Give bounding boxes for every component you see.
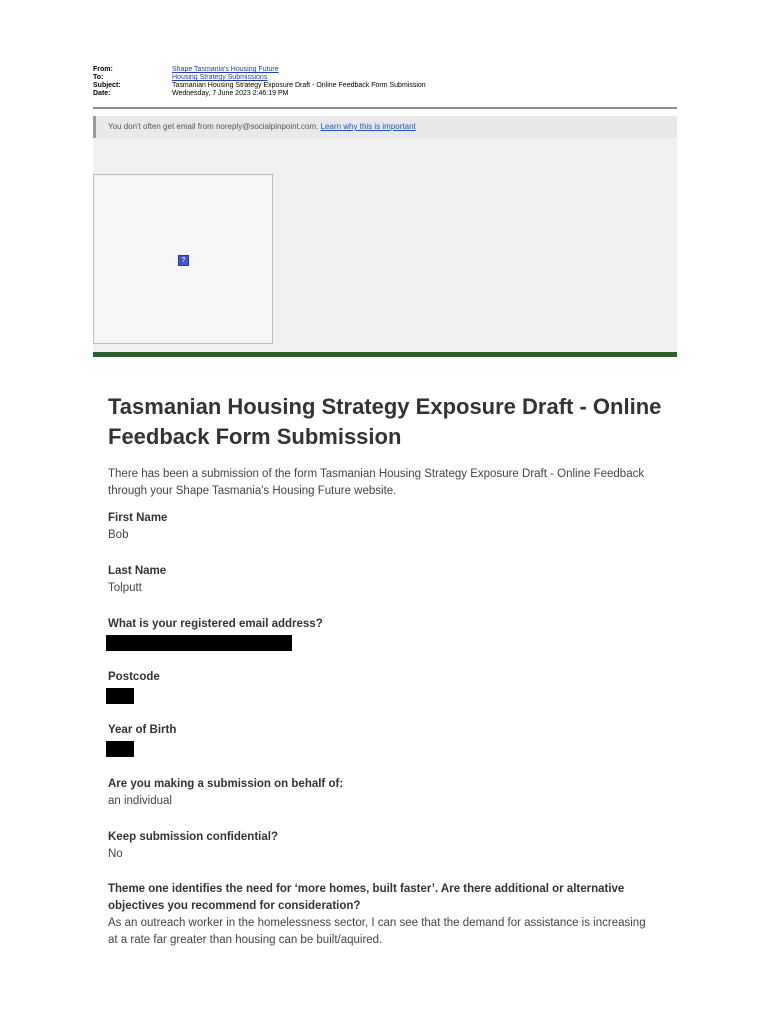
banner-message [108,122,416,131]
email-header [93,66,677,98]
theme-one-field [108,881,648,949]
from-link[interactable]: Shape Tasmania's Housing Future [172,66,279,73]
header-divider [93,107,677,109]
first-name-value: Bob [108,529,129,541]
date-value: Wednesday, 7 June 2023 2:46:19 PM [172,90,289,97]
postcode-label: Postcode [108,671,160,683]
confidential-value: No [108,848,123,860]
page-title: Tasmanian Housing Strategy Exposure Draft - Online Feedback Form Submission [108,394,662,449]
to-link[interactable]: Housing Strategy Submissions [172,74,268,81]
subject-label: Subject: [93,82,121,89]
from-label: From: [93,66,113,73]
to-label: To: [93,74,104,81]
email-label: What is your registered email address? [108,618,323,630]
from-row [93,66,677,74]
subject-value: Tasmanian Housing Strategy Exposure Draft - Online Feedback Form Submission [172,82,426,89]
last-name-value: Tolputt [108,582,142,594]
theme-one-answer: As an outreach worker in the homelessness sector, I can see that the demand for assistance is increasing at a rate far greater than housing can be built/aquired. [108,917,646,946]
confidential-label: Keep submission confidential? [108,831,278,843]
birth-year-field [108,722,668,757]
image-placeholder [93,174,273,344]
confidential-field [108,829,668,863]
postcode-redaction [106,688,134,704]
external-sender-banner [93,116,677,138]
banner-text: You don't often get email from noreply@socialpinpoint.com. [108,122,319,131]
date-label: Date: [93,90,111,97]
last-name-label: Last Name [108,565,167,577]
date-row [93,90,677,98]
behalf-value: an individual [108,795,172,807]
first-name-field [108,510,668,544]
last-name-field [108,563,668,597]
learn-more-link[interactable]: Learn why this is important [320,122,416,131]
birth-year-redaction [106,741,134,757]
accent-bar [93,352,677,357]
email-redaction [106,635,292,651]
theme-one-question: Theme one identifies the need for ‘more homes, built faster’. Are there additional or alternative objectives you recommend for consideration? [108,883,625,912]
behalf-field [108,776,668,810]
intro-text: There has been a submission of the form Tasmanian Housing Strategy Exposure Draft - Online Feedback through your Shape Tasmania's Housing Future website. [108,468,645,497]
behalf-label: Are you making a submission on behalf of: [108,778,344,790]
postcode-field [108,669,668,704]
email-field [108,616,668,651]
broken-image-icon: ? [178,255,189,266]
birth-year-label: Year of Birth [108,724,177,736]
first-name-label: First Name [108,512,168,524]
to-row [93,74,677,82]
subject-row [93,82,677,90]
